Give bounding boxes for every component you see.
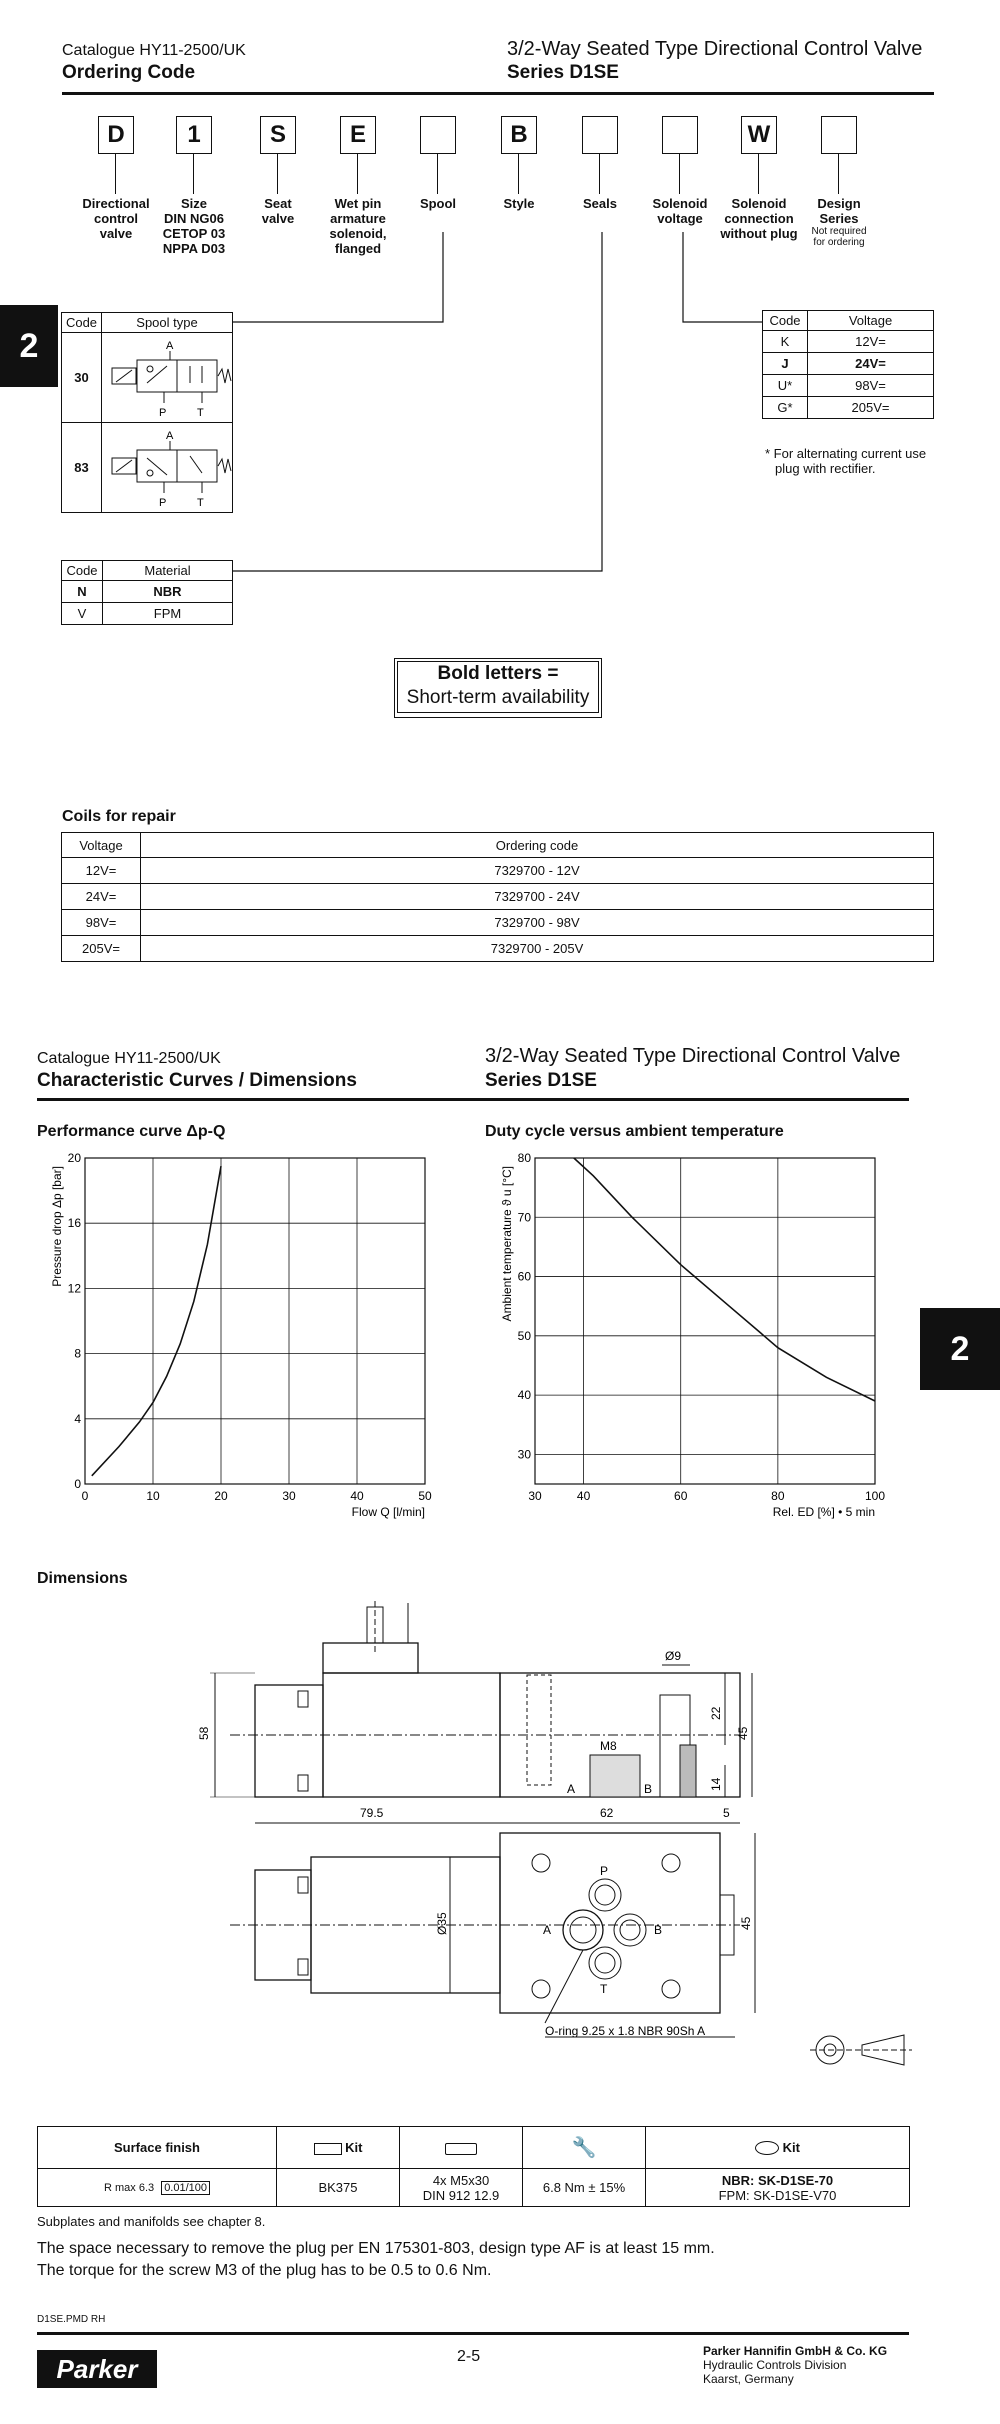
material-table bbox=[61, 560, 233, 625]
dim-45-top: 45 bbox=[736, 1726, 750, 1740]
x-axis-label: Flow Q [l/min] bbox=[351, 1505, 425, 1519]
y-tick-label: 70 bbox=[517, 1210, 531, 1225]
x-axis-label: Rel. ED [%] • 5 min bbox=[772, 1505, 875, 1519]
table-cell-voltage: 205V= bbox=[808, 397, 934, 419]
port-a-side: A bbox=[567, 1782, 576, 1796]
dimension-drawing bbox=[0, 1595, 1000, 2085]
table-row bbox=[763, 397, 934, 419]
duty-title: Duty cycle versus ambient temperature bbox=[485, 1123, 784, 1140]
x-tick-label: 50 bbox=[418, 1489, 432, 1503]
table-cell-voltage: 12V= bbox=[62, 858, 141, 884]
plot-frame bbox=[85, 1158, 425, 1484]
dim-5: 5 bbox=[723, 1806, 730, 1820]
table-cell-code: U* bbox=[763, 375, 808, 397]
code-box-3: S bbox=[260, 116, 296, 154]
dim-62: 62 bbox=[600, 1806, 614, 1820]
h-surface-finish: Surface finish bbox=[38, 2127, 277, 2169]
x-tick-label: 0 bbox=[81, 1489, 89, 1503]
coils-h-voltage: Voltage bbox=[62, 833, 141, 858]
header-rule-2 bbox=[37, 1098, 909, 1101]
series-title: Series D1SE bbox=[507, 62, 619, 83]
voltage-h-code: Code bbox=[763, 311, 808, 331]
h-wrench bbox=[523, 2127, 646, 2169]
table-cell-code: G* bbox=[763, 397, 808, 419]
table-row bbox=[763, 375, 934, 397]
y-axis-label: Ambient temperature ϑ u [°C] bbox=[500, 1166, 514, 1322]
dim-58: 58 bbox=[197, 1726, 211, 1740]
oring-icon bbox=[755, 2141, 779, 2155]
catalogue-ref-2: Catalogue HY11-2500/UK bbox=[37, 1050, 221, 1067]
surface-roughness: R max 6.3 bbox=[103, 2181, 155, 2194]
code-label-line: without plug bbox=[720, 226, 798, 241]
y-tick-label: 16 bbox=[67, 1216, 81, 1231]
series-line bbox=[92, 1166, 221, 1476]
spool30-port-t: T bbox=[197, 407, 204, 419]
subplates-note: Subplates and manifolds see chapter 8. bbox=[37, 2214, 266, 2229]
plot-frame bbox=[535, 1158, 875, 1484]
y-tick-label: 0 bbox=[74, 1477, 81, 1491]
table-cell-voltage: 24V= bbox=[62, 884, 141, 910]
y-tick-label: 20 bbox=[67, 1151, 81, 1165]
port-b: B bbox=[654, 1923, 663, 1937]
wrench-icon: 🔧 bbox=[571, 2137, 597, 2159]
y-tick-label: 60 bbox=[517, 1269, 531, 1284]
code-label-line: Design bbox=[817, 196, 861, 211]
spool83-port-a: A bbox=[166, 430, 174, 442]
code-label-line: voltage bbox=[657, 211, 703, 226]
table-row bbox=[62, 858, 934, 884]
screws-line2: DIN 912 12.9 bbox=[422, 2187, 500, 2203]
table-row bbox=[62, 884, 934, 910]
table-row bbox=[763, 353, 934, 375]
table-cell-voltage: 98V= bbox=[808, 375, 934, 397]
x-tick-label: 80 bbox=[771, 1489, 785, 1503]
h-kit1-label: Kit bbox=[345, 2140, 363, 2155]
table-row bbox=[62, 910, 934, 936]
performance-chart bbox=[0, 1140, 460, 1540]
code-label-line: for ordering bbox=[813, 237, 865, 248]
x-tick-label: 40 bbox=[576, 1489, 591, 1503]
spool-h-type: Spool type bbox=[102, 313, 233, 333]
table-cell-code: 7329700 - 98V bbox=[141, 910, 934, 936]
footer-rule bbox=[37, 2332, 909, 2335]
parker-logo: Parker bbox=[37, 2350, 157, 2388]
table-row bbox=[62, 581, 233, 603]
port-t: T bbox=[600, 1982, 608, 1996]
x-tick-label: 30 bbox=[282, 1489, 296, 1503]
table-cell-code: 7329700 - 205V bbox=[141, 936, 934, 962]
dim-9: Ø9 bbox=[665, 1649, 682, 1663]
code-label-line: Style bbox=[503, 196, 535, 211]
spool-code-83: 83 bbox=[62, 423, 102, 513]
surface-finish-cell bbox=[38, 2169, 277, 2207]
spool-symbol-83 bbox=[102, 423, 233, 513]
company-name: Parker Hannifin GmbH & Co. KG bbox=[703, 2344, 888, 2358]
code-label-line: Solenoid bbox=[731, 196, 787, 211]
code-box-6: B bbox=[501, 116, 537, 154]
code-label-line: control bbox=[93, 211, 139, 226]
seal-kit-fpm: FPM: SK-D1SE-V70 bbox=[718, 2187, 837, 2203]
code-label-line: flanged bbox=[334, 241, 382, 256]
kit-plate-icon bbox=[314, 2143, 342, 2155]
code-label-line: Seat bbox=[264, 196, 292, 211]
code-label-line: Wet pin bbox=[334, 196, 382, 211]
table-cell-code: N bbox=[62, 581, 103, 603]
code-label-line: Seals bbox=[583, 196, 617, 211]
code-label-line: NPPA D03 bbox=[162, 241, 226, 256]
y-tick-label: 8 bbox=[74, 1346, 81, 1361]
kit-table bbox=[37, 2126, 910, 2207]
code-label-line: Series bbox=[819, 211, 859, 226]
code-label-line: valve bbox=[261, 211, 295, 226]
table-cell-code: J bbox=[763, 353, 808, 375]
table-cell-voltage: 24V= bbox=[808, 353, 934, 375]
table-cell-code: 7329700 - 12V bbox=[141, 858, 934, 884]
table-row bbox=[62, 603, 233, 625]
solenoid-cap bbox=[255, 1685, 323, 1797]
table-cell-code: K bbox=[763, 331, 808, 353]
y-tick-label: 40 bbox=[517, 1388, 531, 1403]
spool30-port-a: A bbox=[166, 340, 174, 352]
series-title-2: Series D1SE bbox=[485, 1070, 597, 1091]
h-screw bbox=[400, 2127, 523, 2169]
table-cell-material: FPM bbox=[103, 603, 233, 625]
coils-table bbox=[61, 832, 934, 962]
flatness-tolerance: 0.01/100 bbox=[161, 2181, 210, 2195]
section-title: Ordering Code bbox=[62, 62, 196, 83]
y-tick-label: 4 bbox=[74, 1411, 81, 1426]
voltage-table bbox=[762, 310, 934, 419]
chapter-badge: 2 bbox=[0, 305, 58, 387]
port-p: P bbox=[600, 1864, 609, 1878]
x-tick-label: 40 bbox=[350, 1489, 364, 1503]
page-number: 2-5 bbox=[457, 2348, 481, 2365]
company-info bbox=[703, 2344, 887, 2386]
plug-box bbox=[323, 1643, 418, 1673]
bold-note-line1: Bold letters = bbox=[437, 663, 559, 684]
table-cell-code: 7329700 - 24V bbox=[141, 884, 934, 910]
screws-cell bbox=[400, 2169, 523, 2207]
spool83-port-p: P bbox=[159, 497, 167, 509]
code-label-line: valve bbox=[99, 226, 133, 241]
material-h-material: Material bbox=[103, 561, 233, 581]
table-cell-code: V bbox=[62, 603, 103, 625]
section-title-2: Characteristic Curves / Dimensions bbox=[37, 1070, 357, 1091]
code-label-line: Size bbox=[180, 196, 207, 211]
dimensions-title: Dimensions bbox=[37, 1570, 128, 1587]
table-cell-voltage: 98V= bbox=[62, 910, 141, 936]
coils-title: Coils for repair bbox=[62, 808, 176, 825]
seal-kit-nbr: NBR: SK-D1SE-70 bbox=[721, 2172, 834, 2188]
company-location: Kaarst, Germany bbox=[703, 2372, 794, 2386]
torque-note: The torque for the screw M3 of the plug has to be 0.5 to 0.6 Nm. bbox=[37, 2262, 492, 2279]
kit-value: BK375 bbox=[277, 2169, 400, 2207]
spool83-port-t: T bbox=[197, 497, 204, 509]
code-label-line: Directional bbox=[82, 196, 150, 211]
code-box-9: W bbox=[741, 116, 777, 154]
table-cell-material: NBR bbox=[103, 581, 233, 603]
bold-note-line2: Short-term availability bbox=[406, 687, 590, 708]
dim-45-plan: 45 bbox=[739, 1916, 753, 1930]
series-line bbox=[574, 1158, 875, 1401]
file-ref: D1SE.PMD RH bbox=[37, 2314, 106, 2325]
table-row bbox=[62, 936, 934, 962]
material-h-code: Code bbox=[62, 561, 103, 581]
dim-14: 14 bbox=[709, 1777, 723, 1791]
h-kit-plate bbox=[277, 2127, 400, 2169]
duty-cycle-chart bbox=[460, 1140, 920, 1540]
screws-line1: 4x M5x30 bbox=[432, 2172, 490, 2188]
plug-note: The space necessary to remove the plug per EN 175301-803, design type AF is at least 15 mm. bbox=[37, 2240, 715, 2257]
h-kit2-label: Kit bbox=[782, 2139, 800, 2155]
spool-h-code: Code bbox=[62, 313, 102, 333]
screw-icon bbox=[445, 2143, 477, 2155]
seal-kit-cell bbox=[646, 2169, 910, 2207]
company-division: Hydraulic Controls Division bbox=[703, 2358, 847, 2372]
y-tick-label: 12 bbox=[67, 1281, 81, 1296]
spool-code-30: 30 bbox=[62, 333, 102, 423]
x-tick-label: 30 bbox=[528, 1489, 542, 1503]
spool30-port-p: P bbox=[159, 407, 167, 419]
code-label-line: Spool bbox=[419, 196, 457, 211]
h-seal-kit bbox=[646, 2127, 910, 2169]
code-box-4: E bbox=[340, 116, 376, 154]
table-cell-voltage: 12V= bbox=[808, 331, 934, 353]
voltage-note-line1: * For alternating current use bbox=[765, 446, 927, 461]
code-label-line: connection bbox=[724, 211, 794, 226]
x-tick-label: 100 bbox=[864, 1489, 886, 1503]
doc-title-2: 3/2-Way Seated Type Directional Control Valve bbox=[485, 1045, 901, 1067]
spool-table bbox=[61, 312, 233, 513]
dim-22: 22 bbox=[709, 1706, 723, 1720]
spool-symbol-30 bbox=[102, 333, 233, 423]
port-b-side: B bbox=[644, 1782, 653, 1796]
dim-35: Ø35 bbox=[435, 1912, 449, 1935]
dim-79-5: 79.5 bbox=[360, 1806, 384, 1820]
code-label-line: CETOP 03 bbox=[162, 226, 226, 241]
voltage-note bbox=[765, 446, 926, 476]
x-tick-label: 10 bbox=[146, 1489, 160, 1503]
code-label-line: DIN NG06 bbox=[164, 211, 224, 226]
code-box-2: 1 bbox=[176, 116, 212, 154]
code-label-line: armature bbox=[330, 211, 386, 226]
voltage-note-line2: plug with rectifier. bbox=[775, 461, 876, 476]
y-tick-label: 30 bbox=[517, 1447, 531, 1462]
table-row bbox=[763, 331, 934, 353]
code-label-line: Solenoid bbox=[652, 196, 708, 211]
y-axis-label: Pressure drop Δp [bar] bbox=[50, 1166, 64, 1287]
torque-value: 6.8 Nm ± 15% bbox=[523, 2169, 646, 2207]
bold-letters-note bbox=[394, 658, 602, 718]
code-label-line: solenoid, bbox=[329, 226, 387, 241]
x-tick-label: 20 bbox=[214, 1489, 228, 1503]
dim-m8: M8 bbox=[600, 1739, 617, 1753]
y-tick-label: 50 bbox=[517, 1328, 531, 1343]
table-cell-voltage: 205V= bbox=[62, 936, 141, 962]
y-tick-label: 80 bbox=[517, 1151, 531, 1165]
voltage-h-voltage: Voltage bbox=[808, 311, 934, 331]
x-tick-label: 60 bbox=[674, 1489, 688, 1503]
oring-label: O-ring 9.25 x 1.8 NBR 90Sh A bbox=[545, 2024, 706, 2038]
code-box-1: D bbox=[98, 116, 134, 154]
code-label-line: Not required bbox=[811, 226, 867, 237]
coils-h-code: Ordering code bbox=[141, 833, 934, 858]
perf-title: Performance curve Δp-Q bbox=[37, 1123, 226, 1140]
catalogue-ref: Catalogue HY11-2500/UK bbox=[62, 42, 246, 59]
chapter-badge-2: 2 bbox=[920, 1308, 1000, 1390]
doc-title: 3/2-Way Seated Type Directional Control Valve bbox=[507, 38, 923, 60]
port-a: A bbox=[543, 1923, 552, 1937]
